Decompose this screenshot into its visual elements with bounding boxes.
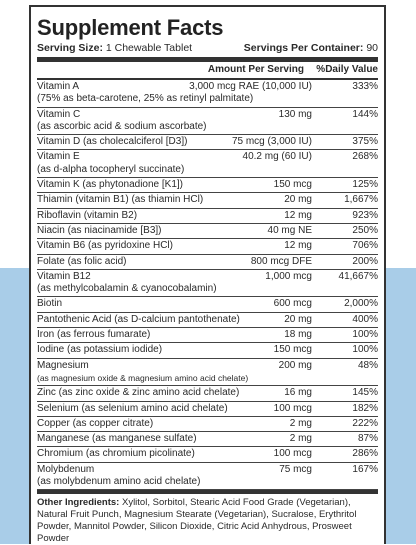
nutrient-name: Zinc (as zinc oxide & zinc amino acid chelate) xyxy=(37,387,240,399)
nutrient-name: Thiamin (vitamin B1) (as thiamin HCl) xyxy=(37,194,204,206)
nutrient-name: Selenium (as selenium amino acid chelate) xyxy=(37,402,228,414)
nutrient-name: Iron (as ferrous fumarate) xyxy=(37,329,151,341)
nutrient-name: Vitamin C xyxy=(37,108,81,120)
nutrient-name: Vitamin B6 (as pyridoxine HCl) xyxy=(37,240,173,252)
other-ingredients xyxy=(37,494,378,545)
nutrient-daily-value: 222% xyxy=(352,417,378,429)
nutrient-name: Iodine (as potassium iodide) xyxy=(37,344,163,356)
nutrient-name: Vitamin E xyxy=(37,151,80,163)
nutrient-row xyxy=(37,80,378,108)
nutrient-amount: 20 mg xyxy=(284,313,312,325)
nutrient-name: Magnesium xyxy=(37,359,89,371)
nutrient-row xyxy=(37,447,378,462)
nutrient-row xyxy=(37,359,378,387)
nutrient-daily-value: 100% xyxy=(352,344,378,356)
nutrient-name: Vitamin K (as phytonadione [K1]) xyxy=(37,179,184,191)
nutrient-row xyxy=(37,432,378,447)
serving-size-value: 1 Chewable Tablet xyxy=(105,42,193,54)
nutrient-amount: 100 mcg xyxy=(273,448,312,460)
nutrient-amount: 130 mg xyxy=(278,108,312,120)
nutrient-amount: 150 mcg xyxy=(273,179,312,191)
nutrient-amount: 600 mcg xyxy=(273,298,312,310)
servings-per-container xyxy=(244,41,378,55)
nutrient-source: (as magnesium oxide & magnesium amino acid chelate) xyxy=(37,372,249,383)
nutrient-name: Vitamin B12 xyxy=(37,270,91,282)
nutrient-name: Pantothenic Acid (as D-calcium pantothenate) xyxy=(37,313,240,325)
nutrient-daily-value: 167% xyxy=(352,463,378,475)
nutrient-amount: 20 mg xyxy=(284,194,312,206)
dv-header: %Daily Value xyxy=(316,64,378,75)
nutrient-amount: 1,000 mcg xyxy=(265,270,312,282)
nutrient-daily-value: 100% xyxy=(352,329,378,341)
nutrient-row xyxy=(37,255,378,270)
nutrient-source: (as ascorbic acid & sodium ascorbate) xyxy=(37,120,207,132)
nutrient-row xyxy=(37,239,378,254)
nutrient-name: Chromium (as chromium picolinate) xyxy=(37,448,195,460)
other-ingredients-text: Xylitol, Sorbitol, Stearic Acid Food Grade (Vegetarian), Natural Fruit Punch, Magnesium Stearate (Vegetarian), Sucralose, Erythritol Powder, Mannitol Powder, Silicon Dioxide, Citric Acid Anhydrous, Prosweet Powder xyxy=(37,497,357,545)
serving-info xyxy=(37,41,378,62)
nutrient-source: (as methylcobalamin & cyanocobalamin) xyxy=(37,283,217,295)
panel-title: Supplement Facts xyxy=(37,15,224,40)
nutrient-source: (75% as beta-carotene, 25% as retinyl palmitate) xyxy=(37,93,254,105)
nutrient-name: Riboflavin (vitamin B2) xyxy=(37,209,138,221)
nutrient-name: Biotin xyxy=(37,298,63,310)
nutrient-daily-value: 182% xyxy=(352,402,378,414)
nutrient-daily-value: 87% xyxy=(357,433,378,445)
nutrient-daily-value: 48% xyxy=(357,359,378,371)
column-headers xyxy=(37,62,378,80)
servings-value: 90 xyxy=(366,42,378,54)
nutrient-daily-value: 2,000% xyxy=(344,298,378,310)
supplement-facts-panel xyxy=(29,5,386,544)
nutrient-daily-value: 250% xyxy=(352,224,378,236)
nutrient-amount: 2 mg xyxy=(289,417,312,429)
nutrient-daily-value: 1,667% xyxy=(344,194,378,206)
nutrient-row xyxy=(37,328,378,343)
nutrient-daily-value: 144% xyxy=(352,108,378,120)
nutrient-name: Niacin (as niacinamide [B3]) xyxy=(37,224,162,236)
nutrient-amount: 18 mg xyxy=(284,329,312,341)
nutrient-amount: 200 mg xyxy=(278,359,312,371)
nutrient-name: Molybdenum xyxy=(37,463,95,475)
nutrient-row xyxy=(37,343,378,358)
nutrient-daily-value: 923% xyxy=(352,209,378,221)
nutrient-row xyxy=(37,224,378,239)
nutrient-row xyxy=(37,417,378,432)
nutrient-row xyxy=(37,270,378,298)
nutrient-amount: 2 mg xyxy=(289,433,312,445)
nutrient-amount: 40.2 mg (60 IU) xyxy=(242,151,312,163)
nutrient-row xyxy=(37,135,378,150)
nutrient-source: (as d-alpha tocopheryl succinate) xyxy=(37,163,185,175)
nutrient-amount: 150 mcg xyxy=(273,344,312,356)
nutrient-daily-value: 125% xyxy=(352,179,378,191)
nutrient-amount: 12 mg xyxy=(284,209,312,221)
serving-size xyxy=(37,41,192,55)
nutrient-daily-value: 400% xyxy=(352,313,378,325)
nutrient-daily-value: 706% xyxy=(352,240,378,252)
nutrient-amount: 16 mg xyxy=(284,387,312,399)
nutrient-row xyxy=(37,386,378,401)
nutrient-row xyxy=(37,463,378,491)
nutrient-amount: 75 mcg (3,000 IU) xyxy=(231,136,312,148)
nutrient-daily-value: 200% xyxy=(352,255,378,267)
nutrient-name: Vitamin A xyxy=(37,81,80,92)
nutrient-row xyxy=(37,209,378,224)
nutrient-source: (as molybdenum amino acid chelate) xyxy=(37,476,201,488)
nutrient-name: Vitamin D (as cholecalciferol [D3]) xyxy=(37,136,188,148)
nutrient-table xyxy=(37,80,378,490)
servings-label: Servings Per Container: xyxy=(243,42,364,54)
nutrient-amount: 40 mg NE xyxy=(267,224,312,236)
nutrient-daily-value: 41,667% xyxy=(338,270,378,282)
nutrient-row xyxy=(37,193,378,208)
nutrient-name: Folate (as folic acid) xyxy=(37,255,127,267)
amount-header: Amount Per Serving xyxy=(207,64,304,75)
nutrient-daily-value: 375% xyxy=(352,136,378,148)
nutrient-row xyxy=(37,313,378,328)
nutrient-amount: 3,000 mcg RAE (10,000 IU) xyxy=(189,81,312,92)
nutrient-daily-value: 286% xyxy=(352,448,378,460)
nutrient-row xyxy=(37,402,378,417)
serving-size-label: Serving Size: xyxy=(37,42,103,54)
nutrient-row xyxy=(37,150,378,178)
nutrient-daily-value: 145% xyxy=(352,387,378,399)
nutrient-amount: 12 mg xyxy=(284,240,312,252)
nutrient-name: Manganese (as manganese sulfate) xyxy=(37,433,197,445)
nutrient-amount: 800 mcg DFE xyxy=(250,255,312,267)
nutrient-daily-value: 333% xyxy=(352,81,378,92)
nutrient-name: Copper (as copper citrate) xyxy=(37,417,154,429)
nutrient-daily-value: 268% xyxy=(352,151,378,163)
nutrient-row xyxy=(37,297,378,312)
nutrient-row xyxy=(37,108,378,136)
nutrient-row xyxy=(37,178,378,193)
other-ingredients-label: Other Ingredients: xyxy=(37,497,120,509)
nutrient-amount: 100 mcg xyxy=(273,402,312,414)
nutrient-amount: 75 mcg xyxy=(279,463,312,475)
